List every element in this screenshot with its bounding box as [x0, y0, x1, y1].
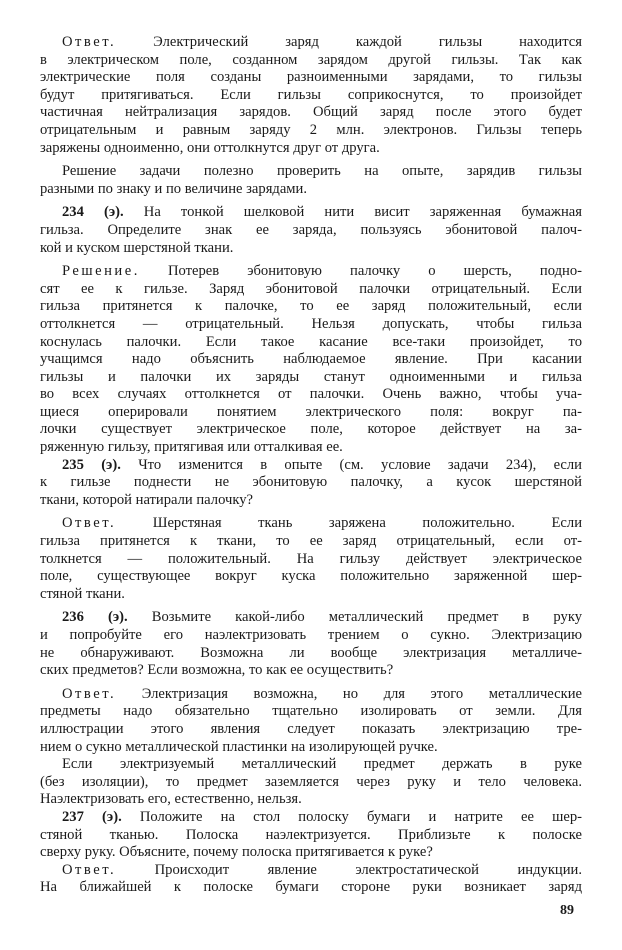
- text-line: будут притягиваться. Если гильзы соприкоснутся, то произойдет: [40, 86, 582, 103]
- problem-235: [40, 457, 582, 510]
- text-line: учащимся надо объяснить наблюдаемое явление. При касании: [40, 351, 582, 368]
- text-line: Ответ. Происходит явление электростатической индукции.: [62, 861, 582, 878]
- problem-number: 236 (э).: [62, 609, 128, 626]
- text-line: и попробуйте его наэлектризовать трением о сукно. Электризацию: [40, 627, 582, 643]
- text-line: На ближайшей к полоске бумаги стороне руки возникает заряд: [40, 879, 582, 896]
- problem-number: 235 (э).: [62, 456, 121, 473]
- page-number: 89: [560, 903, 574, 918]
- text-line: сят ее к гильзе. Заряд эбонитовой палочки отрицательный. Если: [40, 280, 582, 297]
- text-line: стяной ткани.: [40, 585, 125, 602]
- problem-234: [40, 204, 582, 257]
- text-line: 235 (э). Что изменится в опыте (см. условие задачи 234), если: [62, 456, 582, 473]
- text-line: в электрическом поле, созданном зарядом другой гильзы. Так как: [40, 51, 582, 68]
- text-line: 236 (э). Возьмите какой-либо металлический предмет в руку: [62, 609, 582, 626]
- text-line: гильза притянется к ткани, то ее заряд отрицательный, если от-: [40, 533, 582, 550]
- text-line: Решение задачи полезно проверить на опыте, зарядив гильзы: [62, 163, 582, 180]
- text-line: во всех случаях оттолкнется от палочки. Очень важно, чтобы уча-: [40, 386, 582, 403]
- text-line: поле, существующее вокруг куска положительно заряженной шер-: [40, 568, 582, 585]
- text-line: Ответ. Электризация возможна, но для этого металлические: [62, 685, 582, 702]
- text-line: частичная нейтрализация зарядов. Общий заряд после этого будет: [40, 104, 582, 121]
- text-line: ских предметов? Если возможна, то как ее осуществить?: [40, 662, 394, 679]
- text-line: отрицательным и равным заряду 2 млн. электронов. Гильзы теперь: [40, 121, 582, 138]
- text-line: коснулась палочки. Если такое касание все-таки произойдет, то: [40, 333, 582, 350]
- text-line: сверху руку. Объясните, почему полоска притягивается к руке?: [40, 844, 433, 861]
- text-line: Ответ. Шерстяная ткань заряжена положительно. Если: [62, 515, 582, 532]
- text-line: предметы надо обязательно тщательно изолировать от земли. Для: [40, 703, 582, 720]
- answer-236: [40, 686, 582, 756]
- text-line: стяной тканью. Полоска наэлектризуется. Приблизьте к полоске: [40, 826, 582, 843]
- text-line: иллюстрации этого явления следует показать электризацию тре-: [40, 720, 582, 737]
- text-line: Ответ. Электрический заряд каждой гильзы находится: [62, 34, 582, 50]
- text-line: гильза. Определите знак ее заряда, пользуясь эбонитовой палоч-: [40, 221, 582, 238]
- text-line: Наэлектризовать его, естественно, нельзя.: [40, 791, 302, 808]
- problem-237: [40, 809, 582, 862]
- text-line: щиеся оперировали понятием электрического поля: вокруг па-: [40, 403, 582, 420]
- text-line: нием о сукно металлической пластинки на изолирующей ручке.: [40, 738, 438, 755]
- text-line: оттолкнется — отрицательный. Нельзя допускать, чтобы гильза: [40, 315, 582, 332]
- text-line: не обнаруживают. Возможна ли вообще электризация металличе-: [40, 644, 582, 661]
- text-line: ткани, которой натирали палочку?: [40, 491, 253, 508]
- problem-number: 234 (э).: [62, 204, 124, 221]
- problem-number: 237 (э).: [62, 808, 122, 825]
- problem-236: [40, 609, 582, 679]
- text-line: разными по знаку и по величине зарядами.: [40, 180, 308, 197]
- text-line: гильза притянется к палочке, то ее заряд положительный, если: [40, 298, 582, 315]
- text-line: 234 (э). На тонкой шелковой нити висит заряженная бумажная: [62, 204, 582, 221]
- solution-234: [40, 263, 582, 457]
- answer-237: [40, 862, 582, 897]
- text-line: толкнется — положительный. На гильзу действует электрическое: [40, 550, 582, 567]
- text-line: Решение. Потерев эбонитовую палочку о шерсть, подно-: [62, 263, 582, 280]
- text-line: 237 (э). Положите на стол полоску бумаги и натрите ее шер-: [62, 808, 582, 825]
- text-line: кой и куском шерстяной ткани.: [40, 239, 234, 256]
- text-block: [40, 34, 582, 897]
- paragraph-grounding: [40, 756, 582, 809]
- text-line: заряжены одноименно, они оттолкнутся друг от друга.: [40, 139, 380, 156]
- text-line: лочки существует электрическое поле, которое действует на за-: [40, 421, 582, 438]
- paragraph-note: [40, 163, 582, 198]
- answer-235: [40, 515, 582, 603]
- text-line: (без изоляции), то предмет заземляется через руку и тело человека.: [40, 773, 582, 790]
- text-line: Если электризуемый металлический предмет держать в руке: [62, 756, 582, 773]
- text-line: к гильзе поднести не эбонитовую палочку, а кусок шерстяной: [40, 474, 582, 491]
- text-line: ряженную гильзу, притягивая или отталкивая ее.: [40, 439, 343, 456]
- text-line: гильзы и палочки их заряды станут одноименными и гильза: [40, 368, 582, 385]
- text-line: электрические поля созданы разноименными зарядами, то гильзы: [40, 69, 582, 86]
- paragraph-answer-233: [40, 34, 582, 157]
